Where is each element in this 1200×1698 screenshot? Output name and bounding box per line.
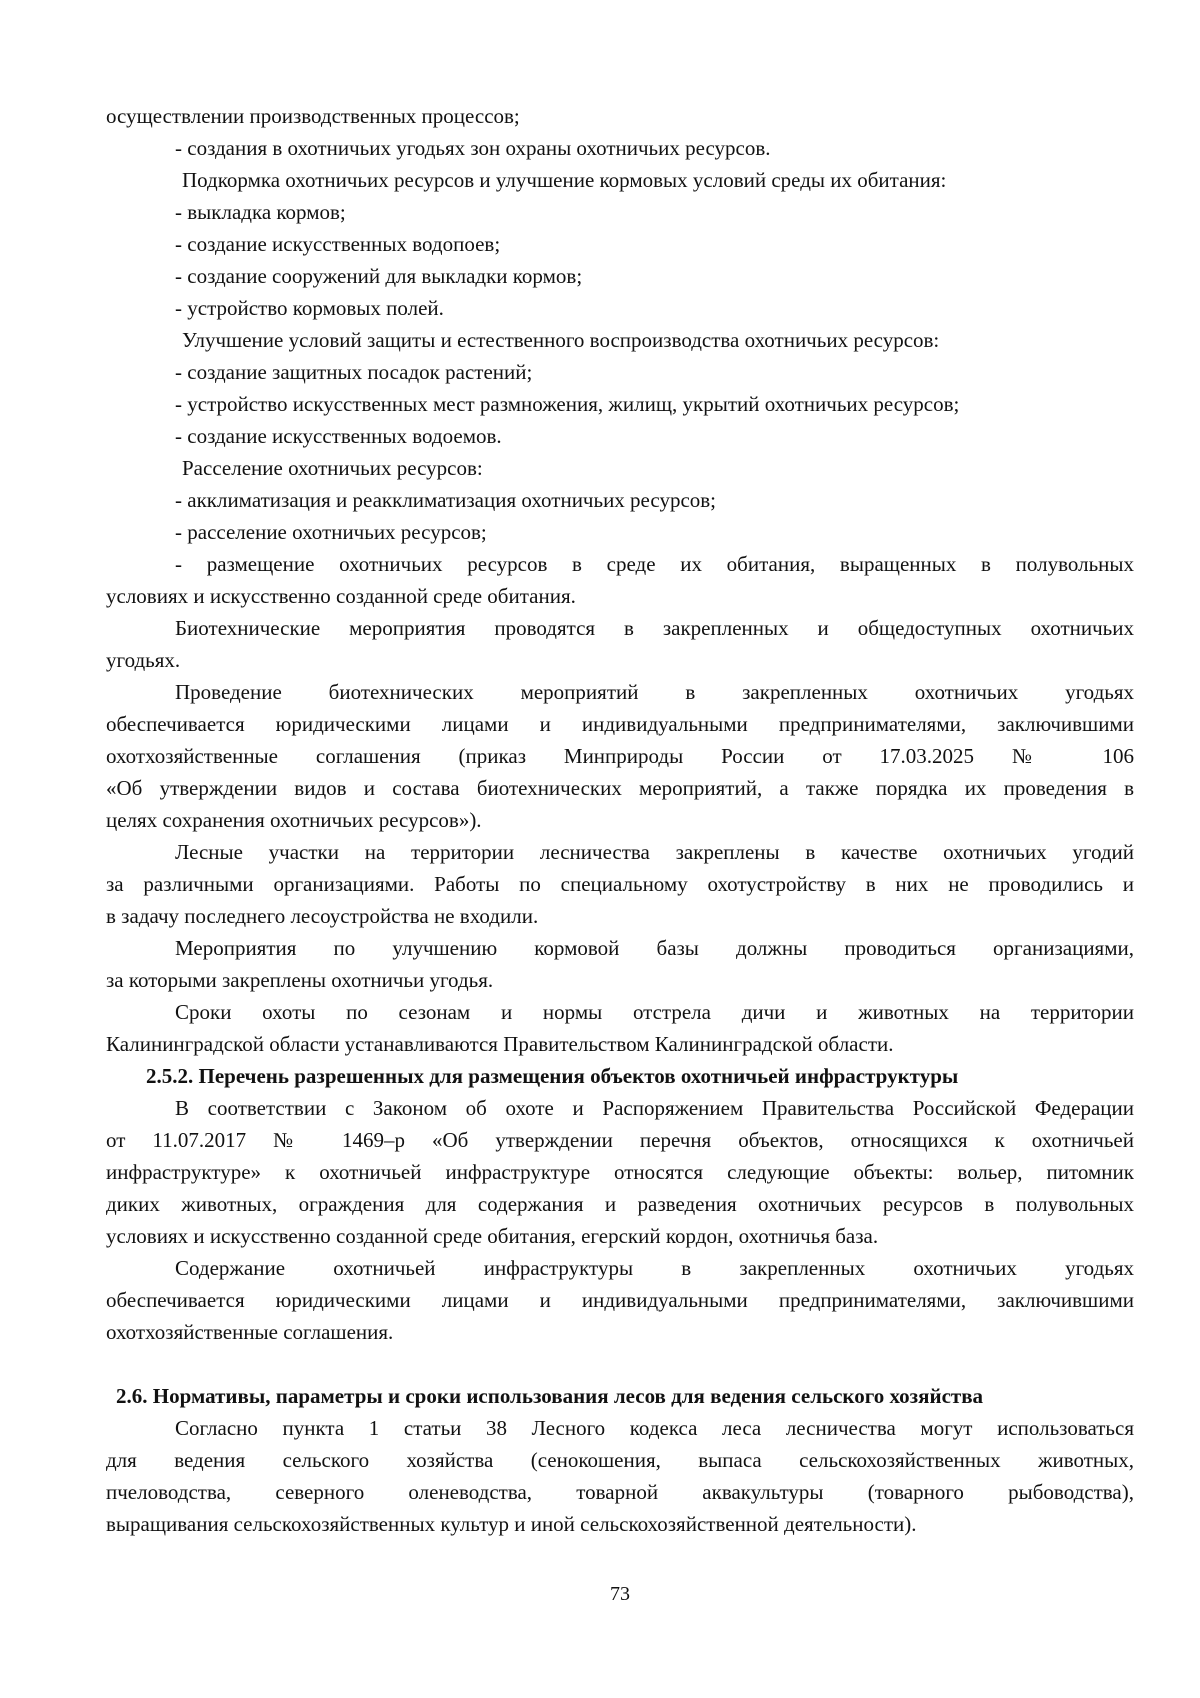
paragraph-first-line: Лесные участки на территории лесничества закреплены в качестве охотничьих угодий	[175, 840, 1134, 864]
list-heading: Улучшение условий защиты и естественного воспроизводства охотничьих ресурсов:	[182, 328, 940, 352]
paragraph-first-line: Согласно пункта 1 статьи 38 Лесного кодекса леса лесничества могут использоваться	[175, 1416, 1134, 1440]
paragraph-line: обеспечивается юридическими лицами и индивидуальными предпринимателями, заключившими	[106, 712, 1134, 736]
paragraph-first-line: Содержание охотничьей инфраструктуры в закрепленных охотничьих угодьях	[175, 1256, 1134, 1280]
document-page	[106, 100, 1134, 1540]
paragraph-line: угодьях.	[106, 648, 181, 672]
paragraph-line: осуществлении производственных процессов;	[106, 104, 520, 128]
paragraph-line: от 11.07.2017 № 1469–р «Об утверждении перечня объектов, относящихся к охотничьей	[106, 1128, 1134, 1152]
list-item: - устройство искусственных мест размножения, жилищ, укрытий охотничьих ресурсов;	[175, 392, 960, 416]
paragraph-line: выращивания сельскохозяйственных культур и иной сельскохозяйственной деятельности).	[106, 1512, 917, 1536]
paragraph-first-line: Мероприятия по улучшению кормовой базы должны проводиться организациями,	[175, 936, 1134, 960]
list-item: - создания в охотничьих угодьях зон охраны охотничьих ресурсов.	[175, 136, 771, 160]
list-item: - выкладка кормов;	[175, 200, 346, 224]
list-item: - акклиматизация и реакклиматизация охотничьих ресурсов;	[175, 488, 717, 512]
paragraph-line: обеспечивается юридическими лицами и индивидуальными предпринимателями, заключившими	[106, 1288, 1134, 1312]
paragraph-first-line: В соответствии с Законом об охоте и Распоряжением Правительства Российской Федерации	[175, 1096, 1134, 1120]
paragraph-line: пчеловодства, северного оленеводства, товарной аквакультуры (товарного рыбоводства),	[106, 1480, 1134, 1504]
list-heading: Подкормка охотничьих ресурсов и улучшение кормовых условий среды их обитания:	[182, 168, 947, 192]
paragraph-line: за различными организациями. Работы по специальному охотустройству в них не проводились и	[106, 872, 1134, 896]
paragraph-line: за которыми закреплены охотничьи угодья.	[106, 968, 494, 992]
section-heading: 2.6. Нормативы, параметры и сроки использования лесов для ведения сельского хозяйства	[116, 1384, 984, 1408]
list-item: - создание искусственных водопоев;	[175, 232, 501, 256]
paragraph-first-line: Проведение биотехнических мероприятий в закрепленных охотничьих угодьях	[175, 680, 1134, 704]
paragraph-line: условиях и искусственно созданной среде обитания, егерский кордон, охотничья база.	[106, 1224, 879, 1248]
paragraph-line: охотхозяйственные соглашения (приказ Минприроды России от 17.03.2025 № 106	[106, 744, 1134, 768]
paragraph-line: Калининградской области устанавливаются Правительством Калининградской области.	[106, 1032, 894, 1056]
list-item: - создание защитных посадок растений;	[175, 360, 533, 384]
paragraph-line: для ведения сельского хозяйства (сенокошения, выпаса сельскохозяйственных животных,	[106, 1448, 1134, 1472]
paragraph-first-line: - размещение охотничьих ресурсов в среде их обитания, выращенных в полувольных	[175, 552, 1134, 576]
section-heading: 2.5.2. Перечень разрешенных для размещения объектов охотничьей инфраструктуры	[146, 1064, 959, 1088]
list-item: - устройство кормовых полей.	[175, 296, 444, 320]
page-number: 73	[610, 1583, 630, 1605]
paragraph-line: охотхозяйственные соглашения.	[106, 1320, 394, 1344]
list-item: - создание искусственных водоемов.	[175, 424, 502, 448]
paragraph-line: диких животных, ограждения для содержания и разведения охотничьих ресурсов в полувольных	[106, 1192, 1134, 1216]
paragraph-line: «Об утверждении видов и состава биотехнических мероприятий, а также порядка их проведения в	[106, 776, 1134, 800]
list-item: - создание сооружений для выкладки кормов;	[175, 264, 583, 288]
document-body	[106, 100, 1134, 1540]
paragraph-first-line: Сроки охоты по сезонам и нормы отстрела дичи и животных на территории	[175, 1000, 1134, 1024]
paragraph-line: в задачу последнего лесоустройства не входили.	[106, 904, 539, 928]
list-heading: Расселение охотничьих ресурсов:	[182, 456, 483, 480]
paragraph-line: инфраструктуре» к охотничьей инфраструктуре относятся следующие объекты: вольер, питомник	[106, 1160, 1134, 1184]
paragraph-first-line: Биотехнические мероприятия проводятся в закрепленных и общедоступных охотничьих	[175, 616, 1134, 640]
spacer	[106, 1348, 1134, 1380]
list-item: - расселение охотничьих ресурсов;	[175, 520, 487, 544]
paragraph-line: целях сохранения охотничьих ресурсов»).	[106, 808, 482, 832]
paragraph-line: условиях и искусственно созданной среде обитания.	[106, 584, 576, 608]
